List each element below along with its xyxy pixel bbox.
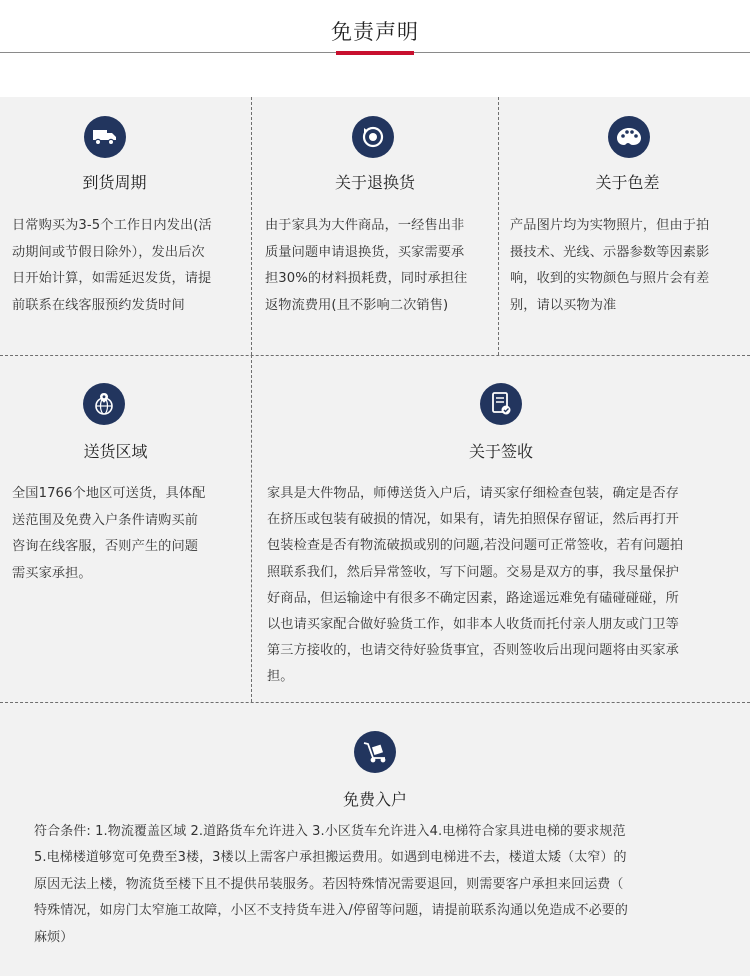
page-title: 免责声明 [331, 20, 419, 44]
card-free-entry [0, 703, 750, 976]
card-text: 全国1766个地区可送货，具体配 送范围及免费入户条件请购买前 咨询在线客服，否则产生的问题 需买家承担。 [12, 486, 206, 581]
palette-icon [608, 116, 650, 158]
card-color-difference [499, 97, 750, 355]
card-title: 到货周期 [82, 173, 147, 192]
truck-icon [84, 116, 126, 158]
card-returns [252, 97, 498, 355]
card-delivery-cycle [0, 97, 251, 355]
card-text: 家具是大件物品，师傅送货入户后，请买家仔细检查包装，确定是否存 在挤压或包装有破损的情况，如果有，请先拍照保存留证，然后再打开 包装检查是否有物流破损或别的问题,若没问题可正常签收，若有问题拍 照联系我们，然后异常签收，写下问题。交易是双方的事，我尽量保护 好商品，但运输途中有很多不确定因素，路途遥远难免有磕碰碰碰，所 以也请买家配合做好验货工作，如非本人收货而托付亲人朋友或门卫等 第三方接收的，也请交待好验货事宜，否则签收后出现问题将由买家承 担。 [267, 486, 684, 685]
hand-truck-icon [354, 731, 396, 773]
header-accent-bar [336, 51, 414, 55]
card-delivery-area [0, 356, 251, 702]
card-text: 产品图片均为实物照片，但由于拍 摄技术、光线、示器参数等因素影 响，收到的实物颜色与照片会有差 别，请以买物为准 [510, 218, 710, 313]
card-signing [252, 356, 750, 702]
card-title: 送货区域 [83, 442, 148, 461]
globe-location-icon [83, 383, 125, 425]
card-title: 关于色差 [595, 173, 660, 192]
card-text: 由于家具为大件商品，一经售出非 质量问题申请退换货，买家需要承 担30%的材料损耗费，同时承担往 返物流费用(且不影响二次销售) [265, 218, 468, 313]
card-title: 免费入户 [342, 790, 407, 809]
return-exchange-icon [352, 116, 394, 158]
card-text: 符合条件: 1.物流覆盖区域 2.道路货车允许进入 3.小区货车允许进入4.电梯符合家具进电梯的要求规范 5.电梯楼道够宽可免费至3楼，3楼以上需客户承担搬运费用。如遇到电梯进不去，楼道太矮（太窄）的 原因无法上楼，物流货至楼下且不提供吊装服务。若因特殊情况需要退回，则需要客户承担来回运费（ 特殊情况，如房门太窄施工故障，小区不支持货车进入/停留等问题，请提前联系沟通以免造成不必要的 麻烦） [34, 824, 628, 945]
card-title: 关于签收 [468, 442, 533, 461]
page-header [0, 0, 750, 97]
card-title: 关于退换货 [334, 173, 415, 192]
document-check-icon [480, 383, 522, 425]
card-text: 日常购买为3-5个工作日内发出(活 动期间或节假日除外），发出后次 日开始计算，如需延迟发货，请提 前联系在线客服预约发货时间 [12, 218, 212, 313]
